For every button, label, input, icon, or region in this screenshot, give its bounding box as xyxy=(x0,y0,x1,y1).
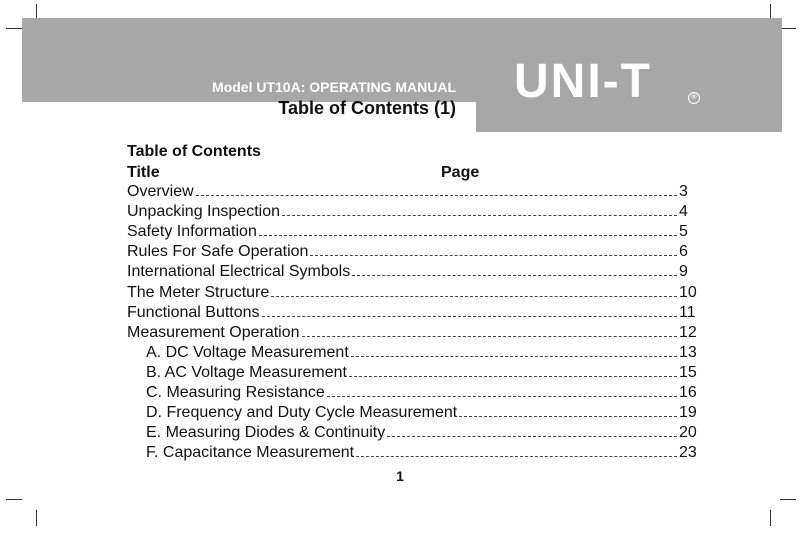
toc-entry[interactable] xyxy=(127,242,707,262)
toc-entry-page: 4 xyxy=(679,203,688,221)
toc-entry[interactable] xyxy=(127,222,707,242)
toc-entry[interactable] xyxy=(127,443,707,463)
toc-leader-line xyxy=(271,296,677,297)
toc-entry-page: 12 xyxy=(679,323,697,341)
toc-entry-page: 13 xyxy=(679,343,697,361)
toc-entry-page: 20 xyxy=(679,424,697,442)
crop-mark xyxy=(780,499,796,500)
toc-leader-line xyxy=(310,255,677,256)
toc-leader-line xyxy=(352,275,677,276)
toc-entry-page: 11 xyxy=(679,303,696,321)
crop-mark xyxy=(6,499,22,500)
toc-entry-page: 15 xyxy=(679,363,697,381)
toc-leader-line xyxy=(196,195,677,196)
toc-entry[interactable] xyxy=(127,323,707,343)
crop-mark xyxy=(770,510,771,526)
registered-mark: ® xyxy=(688,92,700,104)
brand-logo: UNI-T xyxy=(514,55,652,108)
toc-leader-line xyxy=(356,456,677,457)
toc-heading: Table of Contents xyxy=(127,143,261,160)
toc-leader-line xyxy=(349,376,677,377)
toc-entry-page: 3 xyxy=(679,183,688,201)
page-number: 1 xyxy=(396,468,404,484)
toc-entry-page: 19 xyxy=(679,404,697,422)
toc-entry-label: B. AC Voltage Measurement xyxy=(146,363,347,381)
toc-entry-label: Safety Information xyxy=(127,223,257,241)
toc-entry-label: D. Frequency and Duty Cycle Measurement xyxy=(146,404,458,422)
toc-entry-page: 16 xyxy=(679,384,697,402)
toc-entry[interactable] xyxy=(127,202,707,222)
toc-entry-label: E. Measuring Diodes & Continuity xyxy=(146,424,386,442)
toc-entry[interactable] xyxy=(127,403,707,423)
toc-entry-label: Measurement Operation xyxy=(127,323,300,341)
toc-entry-label: Rules For Safe Operation xyxy=(127,243,309,261)
toc-entry-label: A. DC Voltage Measurement xyxy=(146,343,349,361)
crop-mark xyxy=(780,28,796,29)
toc-entry-label: F. Capacitance Measurement xyxy=(146,444,355,462)
toc-entry-label: Overview xyxy=(127,183,194,201)
toc-entry[interactable] xyxy=(127,262,707,282)
toc-list xyxy=(127,182,707,463)
toc-entry-page: 6 xyxy=(679,243,688,261)
toc-entry-page: 9 xyxy=(679,263,688,281)
toc-entry[interactable] xyxy=(127,303,707,323)
page-title: Table of Contents (1) xyxy=(278,98,456,118)
toc-entry-page: 23 xyxy=(679,444,697,462)
toc-entry-label: Unpacking Inspection xyxy=(127,203,280,221)
toc-leader-line xyxy=(351,356,677,357)
toc-entry-label: International Electrical Symbols xyxy=(127,263,351,281)
toc-entry-label: Functional Buttons xyxy=(127,303,260,321)
toc-leader-line xyxy=(459,416,677,417)
crop-mark xyxy=(36,510,37,526)
toc-entry[interactable] xyxy=(127,282,707,302)
toc-entry[interactable] xyxy=(127,383,707,403)
toc-entry[interactable] xyxy=(127,363,707,383)
toc-entry-label: C. Measuring Resistance xyxy=(146,384,325,402)
toc-entry-label: The Meter Structure xyxy=(127,283,270,301)
toc-entry[interactable] xyxy=(127,182,707,202)
page-column-header: Page xyxy=(441,164,480,181)
toc-entry-page: 5 xyxy=(679,223,688,241)
toc-entry-page: 10 xyxy=(679,283,697,301)
toc-entry[interactable] xyxy=(127,343,707,363)
toc-leader-line xyxy=(262,316,677,317)
crop-mark xyxy=(6,28,22,29)
toc-leader-line xyxy=(327,396,677,397)
title-column-header: Title xyxy=(127,164,160,181)
toc-leader-line xyxy=(282,215,677,216)
toc-leader-line xyxy=(259,235,677,236)
toc-leader-line xyxy=(387,436,677,437)
toc-leader-line xyxy=(302,336,677,337)
manual-title: Model UT10A: OPERATING MANUAL xyxy=(212,79,456,95)
toc-entry[interactable] xyxy=(127,423,707,443)
